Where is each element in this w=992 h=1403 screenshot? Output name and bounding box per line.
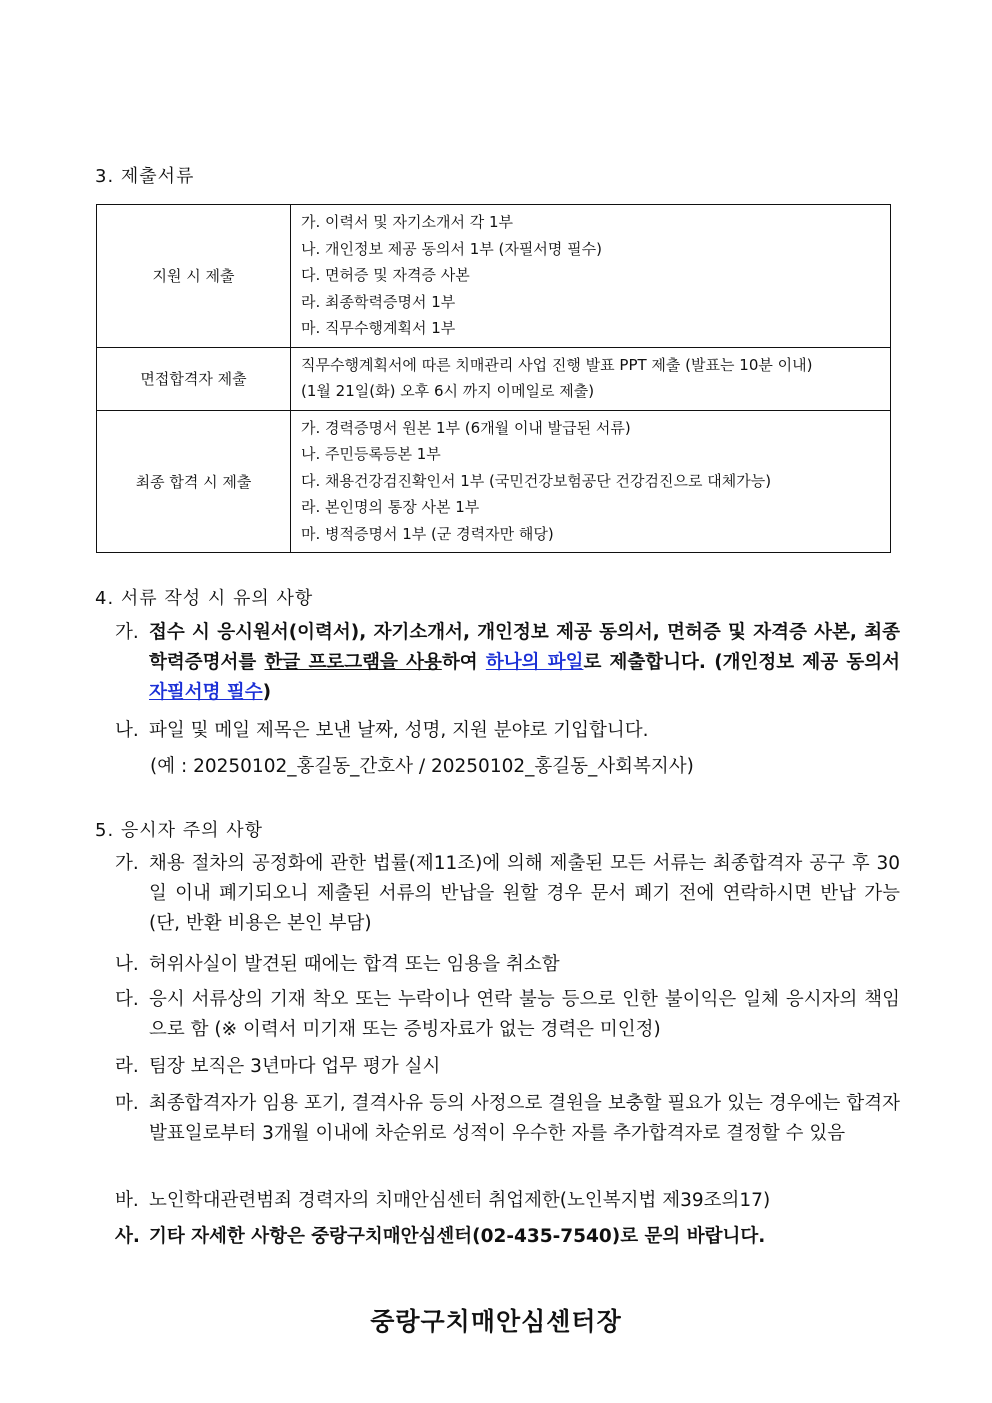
item-mark: 나. (115, 954, 139, 975)
item-mark: 다. (115, 989, 139, 1010)
item-mark: 가. (115, 622, 139, 643)
item-mark: 마. (115, 1093, 139, 1114)
list-item: 라. 본인명의 통장 사본 1부 (301, 498, 480, 516)
section5-item-da (115, 985, 900, 1045)
row-items (291, 410, 891, 553)
single-file-link[interactable]: 하나의 파일 (485, 652, 584, 673)
row-items (291, 205, 891, 348)
item-text: 응시 서류상의 기재 착오 또는 누락이나 연락 불능 등으로 인한 불이익은 일체 응시자의 책임으로 함 (※ 이력서 미기재 또는 증빙자료가 없는 경력은 미인정) (149, 989, 900, 1040)
list-item: 다. 면허증 및 자격증 사본 (301, 266, 470, 284)
item-text: 기타 자세한 사항은 중랑구치매안심센터(02-435-7540)로 문의 바랍니다. (149, 1226, 766, 1247)
section3-title: 3. 제출서류 (95, 166, 195, 187)
item-mark: 나. (115, 720, 139, 741)
issuer-signature: 중랑구치매안심센터장 (370, 1307, 622, 1336)
item-text: 노인학대관련범죄 경력자의 치매안심센터 취업제한(노인복지법 제39조의17) (149, 1190, 771, 1211)
list-item: 가. 이력서 및 자기소개서 각 1부 (301, 213, 514, 231)
row-label: 지원 시 제출 (97, 205, 291, 348)
section4-item-na (115, 716, 900, 746)
list-item: (1월 21일(화) 오후 6시 까지 이메일로 제출) (301, 382, 595, 400)
table-row (97, 205, 891, 348)
hangul-program-note: 한글 프로그램을 사용 (264, 652, 442, 673)
list-item: 가. 경력증명서 원본 1부 (6개월 이내 발급된 서류) (301, 418, 631, 437)
list-item: 직무수행계획서에 따른 치매관리 사업 진행 발표 PPT 제출 (발표는 10분 이내) (301, 355, 813, 374)
row-label: 면접합격자 제출 (97, 347, 291, 410)
item-mark: 가. (115, 853, 139, 874)
section5-item-ga (115, 849, 900, 939)
item-text: 파일 및 메일 제목은 보낸 날짜, 성명, 지원 분야로 기입합니다. (149, 720, 649, 741)
documents-table (96, 204, 891, 553)
row-items (291, 347, 891, 410)
section5-item-ra (115, 1052, 900, 1082)
signature-required-link[interactable]: 자필서명 필수 (149, 682, 263, 703)
list-item: 나. 주민등록등본 1부 (301, 445, 441, 463)
item-mark: 라. (115, 1056, 139, 1077)
text-part: ) (262, 682, 272, 703)
table-row (97, 410, 891, 553)
section5-item-sa (115, 1222, 900, 1252)
list-item: 라. 최종학력증명서 1부 (301, 292, 456, 311)
text-part: 접수 시 응시원서(이력서), 자기소개서, 개인정보 제공 동의서, 면허증 및 자격증 사본, 최종학력증명서를 (149, 622, 900, 673)
item-mark: 사. (115, 1226, 140, 1247)
filename-example: (예 : 20250102_홍길동_간호사 / 20250102_홍길동_사회복지사) (150, 756, 694, 777)
section5-item-na (115, 950, 900, 980)
text-part: 하여 (441, 652, 486, 673)
section4-title: 4. 서류 작성 시 유의 사항 (95, 588, 314, 609)
list-item: 나. 개인정보 제공 동의서 1부 (자필서명 필수) (301, 239, 602, 258)
item-mark: 바. (115, 1190, 139, 1211)
list-item: 마. 병적증명서 1부 (군 경력자만 해당) (301, 524, 554, 543)
row-label: 최종 합격 시 제출 (97, 410, 291, 553)
list-item: 다. 채용건강검진확인서 1부 (국민건강보험공단 건강검진으로 대체가능) (301, 471, 772, 490)
item-text: 허위사실이 발견된 때에는 합격 또는 임용을 취소함 (149, 954, 560, 975)
section5-item-ba (115, 1186, 900, 1216)
item-text: 팀장 보직은 3년마다 업무 평가 실시 (149, 1056, 441, 1077)
text-part: 로 제출합니다. (개인정보 제공 동의서 (583, 652, 900, 673)
section5-title: 5. 응시자 주의 사항 (95, 820, 264, 841)
section5-item-ma (115, 1089, 900, 1149)
list-item: 마. 직무수행계획서 1부 (301, 319, 456, 337)
item-text: 최종합격자가 임용 포기, 결격사유 등의 사정으로 결원을 보충할 필요가 있는 경우에는 합격자 발표일로부터 3개월 이내에 차순위로 성적이 우수한 자를 추가합격자로 결정할 수 있음 (149, 1093, 900, 1144)
item-text: 채용 절차의 공정화에 관한 법률(제11조)에 의해 제출된 모든 서류는 최종합격자 공구 후 30일 이내 폐기되오니 제출된 서류의 반납을 원할 경우 문서 폐기 전에 연락하시면 반납 가능 (단, 반환 비용은 본인 부담) (149, 853, 900, 934)
table-row (97, 347, 891, 410)
item-text (115, 618, 900, 708)
section4-item-ga (115, 618, 900, 708)
